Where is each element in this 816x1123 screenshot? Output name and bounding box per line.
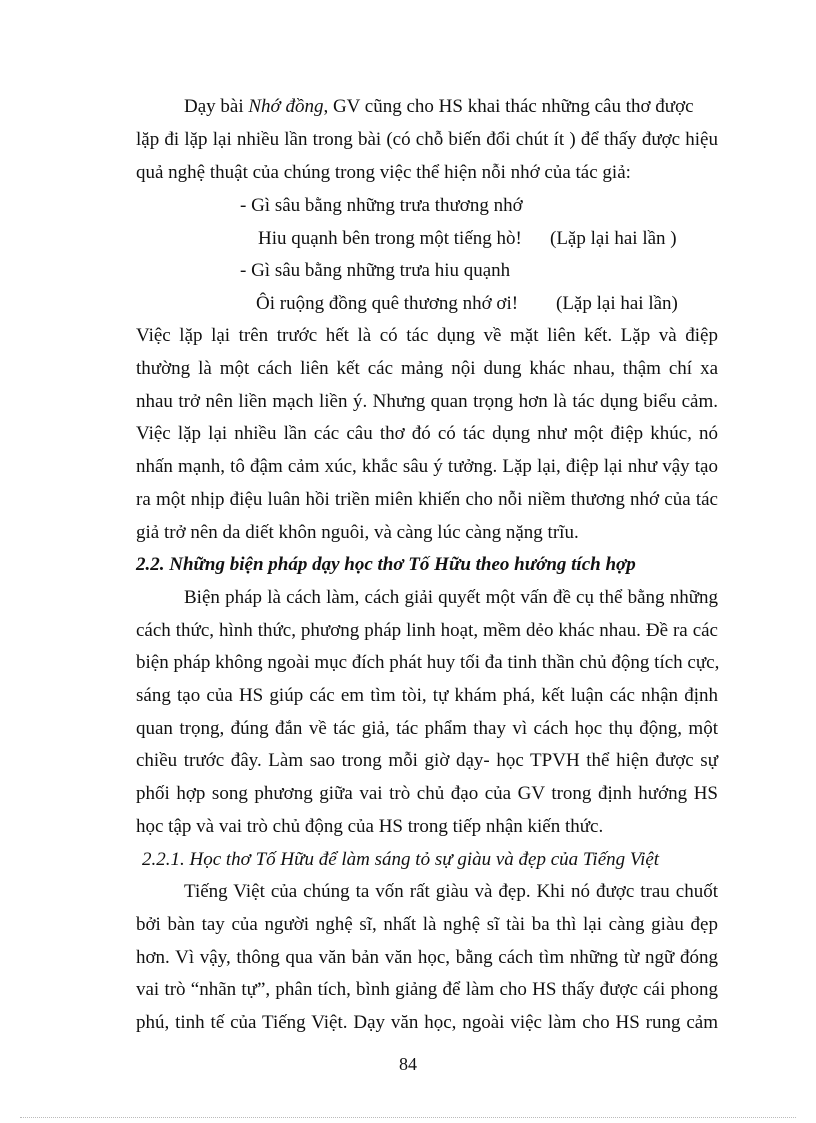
paragraph-3-line: Biện pháp là cách làm, cách giải quyết một vấn đề cụ thể bằng những xyxy=(184,587,718,608)
poem-verse-2: Hiu quạnh bên trong một tiếng hò! xyxy=(258,228,522,249)
paragraph-2-line: giả trở nên da diết khôn nguôi, và càng lúc càng nặng trĩu. xyxy=(136,522,579,543)
poem-verse-4: Ôi ruộng đồng quê thương nhớ ơi! xyxy=(256,293,519,314)
paragraph-2-line: nhấn mạnh, tô đậm cảm xúc, khắc sâu ý tưởng. Lặp lại, điệp lại như vậy tạo xyxy=(136,456,718,477)
section-heading-2-2: 2.2. Những biện pháp dạy học thơ Tố Hữu theo hướng tích hợp xyxy=(136,554,636,575)
paragraph-1-line-1 xyxy=(184,95,694,119)
text-span: Dạy bài xyxy=(184,96,249,117)
paragraph-4-line: vai trò “nhãn tự”, phân tích, bình giảng để làm cho HS thấy được cái phong xyxy=(136,979,718,1000)
paragraph-3-line: phối hợp song phương giữa vai trò chủ đạo của GV trong định hướng HS xyxy=(136,783,718,804)
poem-note-2: (Lặp lại hai lần) xyxy=(556,293,678,314)
section-heading-2-2-1: 2.2.1. Học thơ Tố Hữu để làm sáng tỏ sự giàu và đẹp của Tiếng Việt xyxy=(142,849,660,870)
paragraph-2-line: nhau trở nên liền mạch liền ý. Nhưng quan trọng hơn là tác dụng biểu cảm. xyxy=(136,391,718,412)
poem-verse-1: - Gì sâu bằng những trưa thương nhớ xyxy=(240,195,523,216)
poem-note-1: (Lặp lại hai lần ) xyxy=(550,228,677,249)
paragraph-4-line: phú, tinh tế của Tiếng Việt. Dạy văn học, ngoài việc làm cho HS rung cảm xyxy=(136,1012,718,1033)
paragraph-3-line: quan trọng, đúng đắn về tác giả, tác phẩm thay vì cách học thụ động, một xyxy=(136,718,718,739)
paragraph-3-line: sáng tạo của HS giúp các em tìm tòi, tự khám phá, kết luận các nhận định xyxy=(136,685,718,706)
paragraph-4-line: Tiếng Việt của chúng ta vốn rất giàu và đẹp. Khi nó được trau chuốt xyxy=(184,881,718,902)
poem-title: Nhớ đồng xyxy=(248,96,324,117)
page-bottom-divider xyxy=(20,1117,796,1118)
paragraph-3-line: học tập và vai trò chủ động của HS trong tiếp nhận kiến thức. xyxy=(136,816,604,837)
paragraph-2-line: thường là một cách liên kết các mảng nội dung khác nhau, thậm chí xa xyxy=(136,358,718,379)
poem-verse-3: - Gì sâu bằng những trưa hiu quạnh xyxy=(240,260,511,281)
paragraph-2-line: ra một nhịp điệu luân hồi triền miên khiến cho nỗi niềm thương nhớ của tác xyxy=(136,489,718,510)
paragraph-3-line: biện pháp không ngoài mục đích phát huy tối đa tinh thần chủ động tích cực, xyxy=(136,652,720,673)
paragraph-2-line: Việc lặp lại nhiều lần các câu thơ đó có tác dụng như một điệp khúc, nó xyxy=(136,423,718,444)
text-span: , GV cũng cho HS khai thác những câu thơ được xyxy=(323,96,694,117)
paragraph-4-line: bởi bàn tay của người nghệ sĩ, nhất là nghệ sĩ tài ba thì lại càng giàu đẹp xyxy=(136,914,718,935)
paragraph-1-line-2: lặp đi lặp lại nhiều lần trong bài (có chỗ biến đổi chút ít ) để thấy được hiệu xyxy=(136,129,718,150)
paragraph-2-line: Việc lặp lại trên trước hết là có tác dụng về mặt liên kết. Lặp và điệp xyxy=(136,325,718,346)
paragraph-1-line-3: quả nghệ thuật của chúng trong việc thể hiện nỗi nhớ của tác giả: xyxy=(136,162,631,183)
paragraph-4-line: hơn. Vì vậy, thông qua văn bản văn học, bằng cách tìm những từ ngữ đóng xyxy=(136,947,718,968)
paragraph-3-line: cách thức, hình thức, phương pháp linh hoạt, mềm dẻo khác nhau. Đề ra các xyxy=(136,620,718,641)
paragraph-3-line: chiều trước đây. Làm sao trong mỗi giờ dạy- học TPVH thể hiện được sự xyxy=(136,750,718,771)
page-number: 84 xyxy=(399,1054,417,1074)
